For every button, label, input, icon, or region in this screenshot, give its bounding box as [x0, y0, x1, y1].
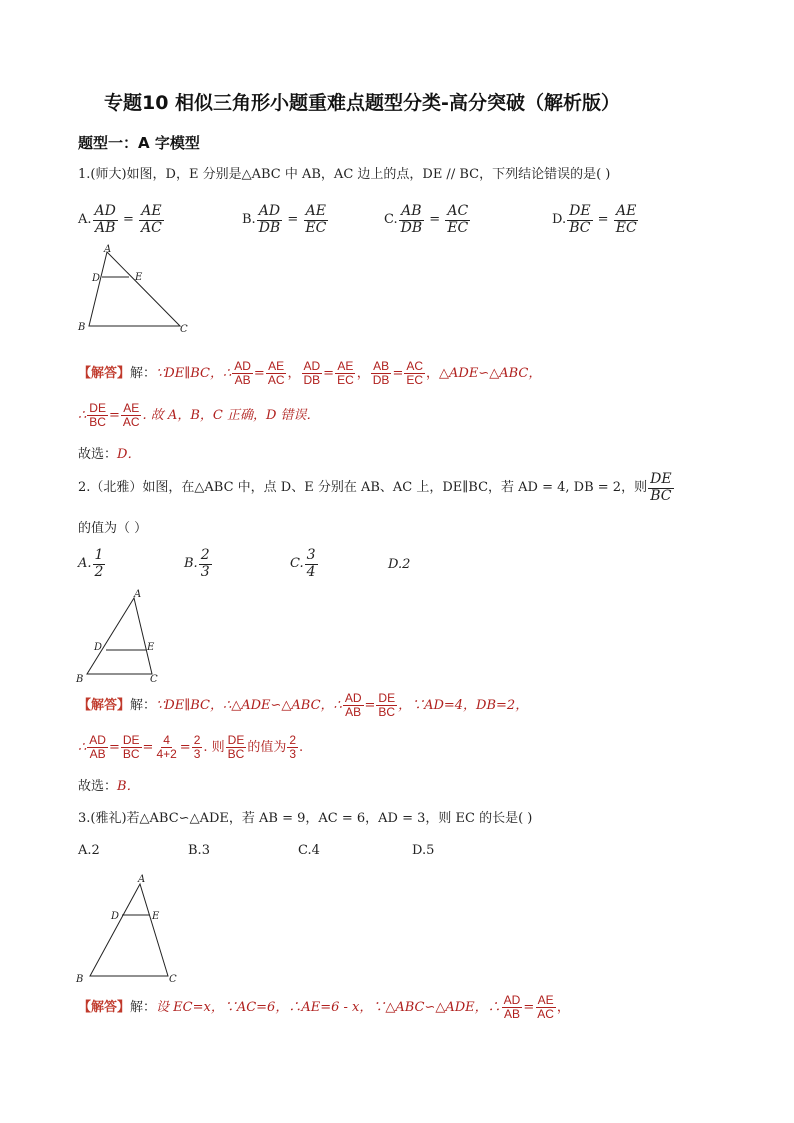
- q3-label-e: E: [152, 911, 160, 922]
- section-heading: 题型一：A 字模型: [78, 134, 200, 152]
- q1-label-a: A: [104, 244, 112, 255]
- q1-stem: 1.(师大)如图，D，E 分别是△ABC 中 AB，AC 边上的点，DE // BC，下列结论错误的是( ): [78, 167, 611, 182]
- q2-answer: 故选：B．: [78, 779, 140, 794]
- q3-option-d: D.5: [412, 843, 435, 858]
- q2-label-e: E: [147, 642, 155, 653]
- answer-tag: 【解答】: [78, 697, 131, 713]
- page-title: 专题10 相似三角形小题重难点题型分类-高分突破（解析版）: [104, 92, 620, 114]
- q2-label-a: A: [134, 589, 142, 600]
- q1-option-c: C. $\frac{AB}{DB}$ = $\frac{AC}{EC}$: [384, 203, 469, 236]
- q1-option-a: A. $\frac{AD}{AB}$ = $\frac{AE}{AC}$: [78, 203, 162, 236]
- q1-option-label: D.: [552, 212, 567, 228]
- q2-label-d: D: [94, 642, 103, 653]
- answer-tag: 【解答】: [78, 365, 131, 381]
- q1-figure: [74, 242, 198, 338]
- q2-option-c: C. $\frac{3}{4}$: [290, 547, 316, 580]
- q1-option-d: D. $\frac{DE}{BC}$ = $\frac{AE}{EC}$: [552, 203, 637, 236]
- q1-triangle: [89, 252, 180, 326]
- q1-answer: 故选：D．: [78, 447, 141, 462]
- q2-stem: 2.（北雅）如图，在△ABC 中，点 D、E 分别在 AB、AC 上，DE∥BC，若 AD = 4, DB = 2，则 $\frac{DE}{BC}$: [78, 471, 672, 504]
- q3-label-c: C: [169, 974, 177, 985]
- q3-solution-line1: 【解答】 解： 设 EC=x，∵AC=6，∴AE=6 - x，∵△ABC∽△ADE，∴ $\frac{AD}{AB}$ = $\frac{AE}{AC}$ ，: [78, 993, 570, 1022]
- q1-option-label: C.: [384, 212, 398, 228]
- q1-solution-line2: ∴ $\frac{DE}{BC}$ = $\frac{AE}{AC}$ . 故 A，B，C 正确，D 错误．: [78, 401, 320, 430]
- q3-stem: 3.(雅礼)若△ABC∽△ADE，若 AB = 9，AC = 6，AD = 3，则 EC 的长是( ): [78, 811, 533, 826]
- q1-label-c: C: [180, 324, 188, 335]
- q1-option-label: A.: [78, 212, 92, 228]
- q3-option-b: B.3: [188, 843, 210, 858]
- q1-option-b: B. $\frac{AD}{DB}$ = $\frac{AE}{EC}$: [242, 203, 327, 236]
- q2-label-c: C: [150, 674, 158, 685]
- q2-stem-tail: 的值为（ ）: [78, 521, 148, 536]
- q3-label-d: D: [111, 911, 120, 922]
- q2-solution-line1: 【解答】 解： ∵DE∥BC，∴△ADE∽△ABC，∴ $\frac{AD}{AB}$ = $\frac{DE}{BC}$ ，∵AD=4，DB=2，: [78, 691, 529, 720]
- q2-label-b: B: [76, 674, 84, 685]
- q2-option-d: D. 2: [388, 557, 411, 572]
- q3-option-a: A.2: [78, 843, 100, 858]
- q3-figure: [72, 870, 188, 986]
- q1-solution-line1: 【解答】 解： ∵DE∥BC，∴ $\frac{AD}{AB}$ = $\frac{AE}{AC}$ ， $\frac{AD}{DB}$ = $\frac{AE}{EC}$ ， $\frac{AB}{DB}$ = $\frac{AC}{EC}$ ， △ADE∽△ABC，: [78, 359, 542, 388]
- answer-tag: 【解答】: [78, 999, 131, 1015]
- q3-label-a: A: [138, 874, 146, 885]
- q2-solution-line2: ∴ $\frac{AD}{AB}$ = $\frac{DE}{BC}$ = $\frac{4}{4+2}$ = $\frac{2}{3}$ . 则 $\frac{DE}{BC}$ 的值为 $\frac{2}{3}$ .: [78, 733, 304, 762]
- q2-triangle: [87, 598, 152, 674]
- q1-label-d: D: [92, 273, 101, 284]
- q1-label-b: B: [78, 322, 86, 333]
- q1-option-label: B.: [242, 212, 256, 228]
- q2-option-a: A. $\frac{1}{2}$: [78, 547, 104, 580]
- q3-triangle: [90, 884, 168, 976]
- q3-label-b: B: [76, 974, 84, 985]
- q3-option-c: C.4: [298, 843, 320, 858]
- q1-label-e: E: [135, 272, 143, 283]
- q2-option-b: B. $\frac{2}{3}$: [184, 547, 210, 580]
- q2-figure: [72, 588, 164, 686]
